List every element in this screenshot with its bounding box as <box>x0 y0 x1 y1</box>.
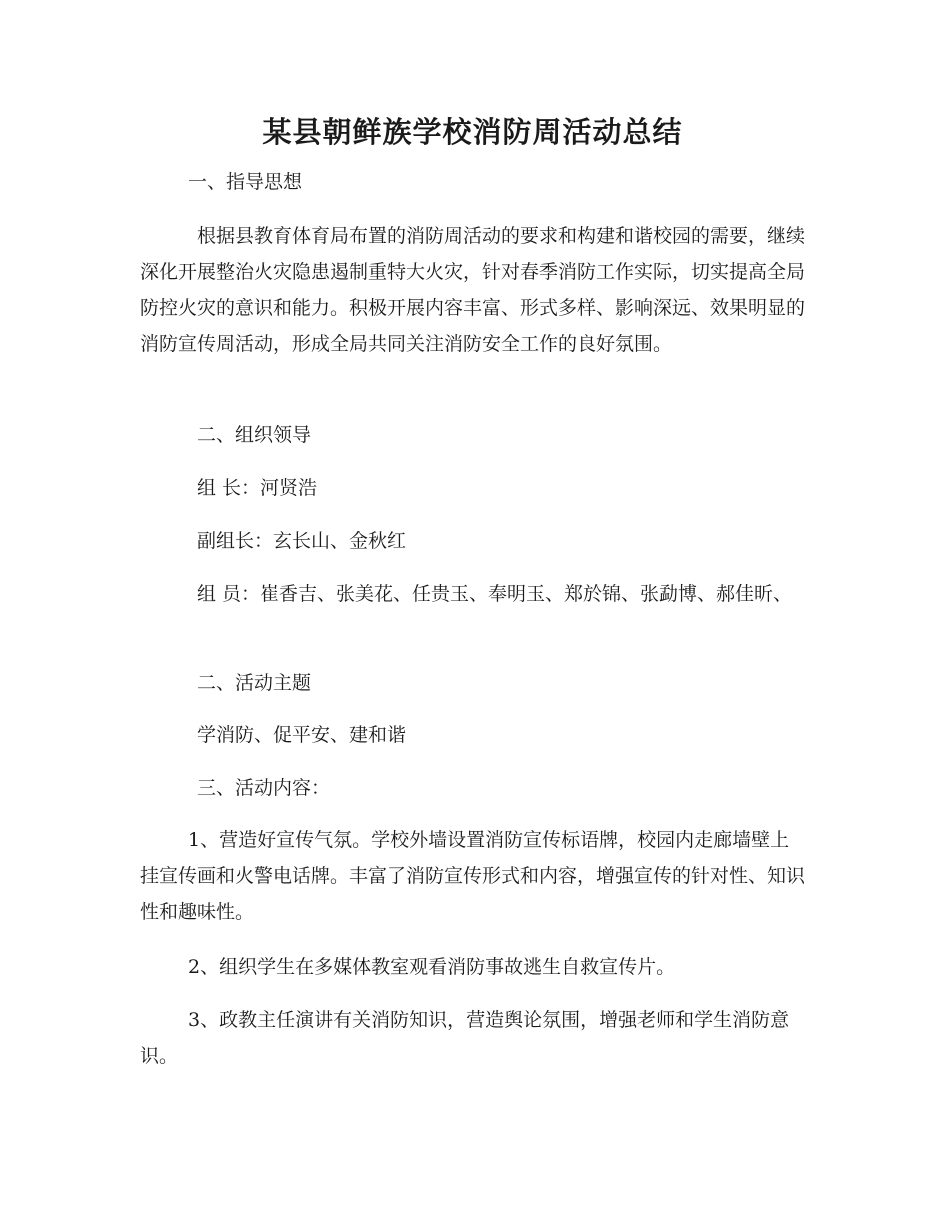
document-title: 某县朝鲜族学校消防周活动总结 <box>262 115 683 149</box>
section-heading-organization: 二、组织领导 <box>197 424 312 446</box>
section-heading-content: 三、活动内容： <box>197 777 331 799</box>
activity-item-2: 2、组织学生在多媒体教室观看消防事故逃生自救宣传片。 <box>188 956 676 978</box>
activity-theme-line: 学消防、促平安、建和谐 <box>197 724 407 746</box>
section-heading-theme: 二、活动主题 <box>197 672 312 694</box>
guiding-ideology-paragraph: 根据县教育体育局布置的消防周活动的要求和构建和谐校园的需要，继续深化开展整治火灾隐患遏制重特大火灾，针对春季消防工作实际，切实提高全局防控火灾的意识和能力。积极开展内容丰富、形式多样、影响深远、效果明显的消防宣传周活动，形成全局共同关注消防安全工作的良好氛围。 <box>140 225 806 355</box>
team-members-paragraph: 组 员：崔香吉、张美花、任贵玉、奉明玉、郑於锦、张勐博、郝佳昕、 <box>197 583 793 605</box>
activity-item-3: 3、政教主任演讲有关消防知识，营造舆论氛围，增强老师和学生消防意识。 <box>140 1009 790 1067</box>
section-heading-guiding-ideology: 一、指导思想 <box>188 171 303 193</box>
team-leader-line: 组 长：河贤浩 <box>197 477 318 499</box>
activity-item-1: 1、营造好宣传气氛。学校外墙设置消防宣传标语牌，校园内走廊墙壁上挂宣传画和火警电话牌。丰富了消防宣传形式和内容，增强宣传的针对性、知识性和趣味性。 <box>140 829 806 923</box>
deputy-leaders-line: 副组长：玄长山、金秋红 <box>197 530 407 552</box>
